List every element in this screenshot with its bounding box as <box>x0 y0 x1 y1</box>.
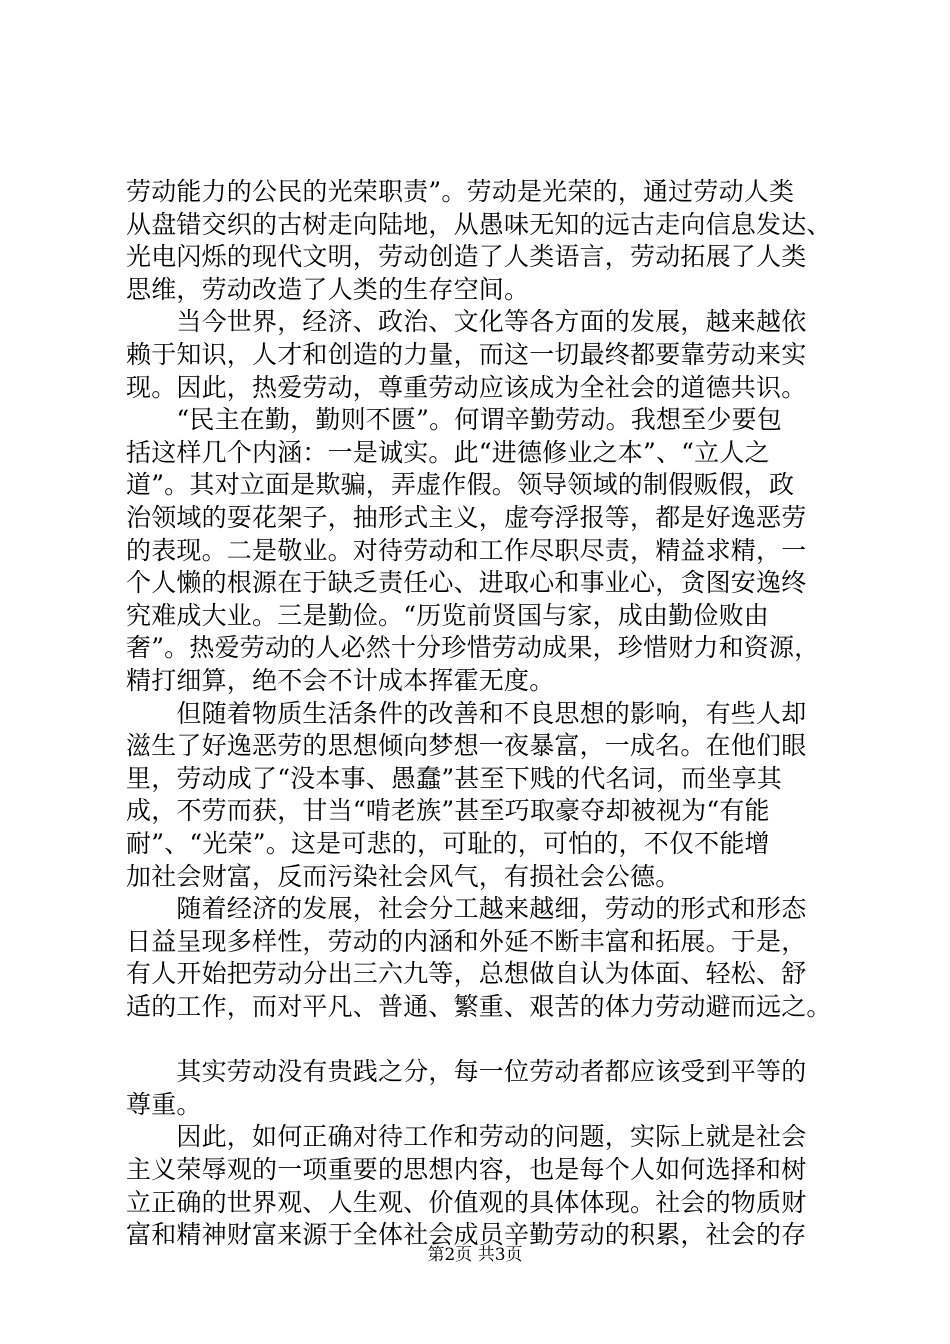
text-line: 富和精神财富来源于全体社会成员辛勤劳动的积累，社会的存 <box>126 1220 807 1250</box>
text-line: 因此，如何正确对待工作和劳动的问题，实际上就是社会 <box>126 1122 807 1152</box>
text-line: 成，不劳而获，甘当“啃老族”甚至巧取豪夺却被视为“有能 <box>126 796 770 826</box>
text-line: 尊重。 <box>126 1089 202 1119</box>
text-line: “民主在勤，勤则不匮”。何谓辛勤劳动。我想至少要包 <box>126 405 782 435</box>
text-line: 从盘错交织的古树走向陆地，从愚味无知的远古走向信息发达、 <box>126 209 832 239</box>
text-line: 现。因此，热爱劳动，尊重劳动应该成为全社会的道德共识。 <box>126 372 807 402</box>
text-line: 随着经济的发展，社会分工越来越细，劳动的形式和形态 <box>126 894 807 924</box>
text-line: 日益呈现多样性，劳动的内涵和外延不断丰富和拓展。于是， <box>126 926 807 956</box>
text-line: 究难成大业。三是勤俭。“历览前贤国与家，成由勤俭败由 <box>126 600 769 630</box>
text-line: 治领域的耍花架子，抽形式主义，虚夸浮报等，都是好逸恶劳 <box>126 503 807 532</box>
text-line: 但随着物质生活条件的改善和不良思想的影响，有些人却 <box>126 698 807 728</box>
text-line: 适的工作，而对平凡、普通、繁重、艰苦的体力劳动避而远之。 <box>126 992 832 1021</box>
text-line: 当今世界，经济、政治、文化等各方面的发展，越来越依 <box>126 307 807 337</box>
text-line: 括这样几个内涵：一是诚实。此“进德修业之本”、“立人之 <box>126 437 770 467</box>
text-line: 个人懒的根源在于缺乏责任心、进取心和事业心，贪图安逸终 <box>126 568 807 598</box>
text-line: 主义荣辱观的一项重要的思想内容，也是每个人如何选择和树 <box>126 1155 807 1184</box>
text-line: 加社会财富，反而污染社会风气，有损社会公德。 <box>126 861 681 891</box>
text-line: 滋生了好逸恶劳的思想倾向梦想一夜暴富，一成名。在他们眼 <box>126 731 807 761</box>
text-line: 精打细算，绝不会不计成本挥霍无度。 <box>126 666 555 695</box>
text-line: 耐”、“光荣”。这是可悲的，可耻的，可怕的，不仅不能增 <box>126 829 770 858</box>
text-line: 光电闪烁的现代文明，劳动创造了人类语言，劳动拓展了人类 <box>126 242 807 272</box>
text-line: 其实劳动没有贵践之分，每一位劳动者都应该受到平等的 <box>126 1057 807 1087</box>
text-line: 道”。其对立面是欺骗，弄虚作假。领导领域的制假贩假，政 <box>126 470 795 500</box>
text-line: 有人开始把劳动分出三六九等，总想做自认为体面、轻松、舒 <box>126 959 807 989</box>
text-line: 劳动能力的公民的光荣职责”。劳动是光荣的，通过劳动人类 <box>126 177 795 206</box>
text-line: 的表现。二是敬业。对待劳动和工作尽职尽责，精益求精，一 <box>126 535 807 565</box>
page-footer: 第2页 共3页 <box>427 1245 523 1265</box>
text-line: 奢”。热爱劳动的人必然十分珍惜劳动成果，珍惜财力和资源， <box>126 633 820 663</box>
text-line: 赖于知识，人才和创造的力量，而这一切最终都要靠劳动来实 <box>126 340 807 369</box>
text-line: 立正确的世界观、人生观、价值观的具体体现。社会的物质财 <box>126 1187 807 1217</box>
text-line: 思维，劳动改造了人类的生存空间。 <box>126 274 530 304</box>
text-line: 里，劳动成了“没本事、愚蠢”甚至下贱的代名词，而坐享其 <box>126 763 782 793</box>
